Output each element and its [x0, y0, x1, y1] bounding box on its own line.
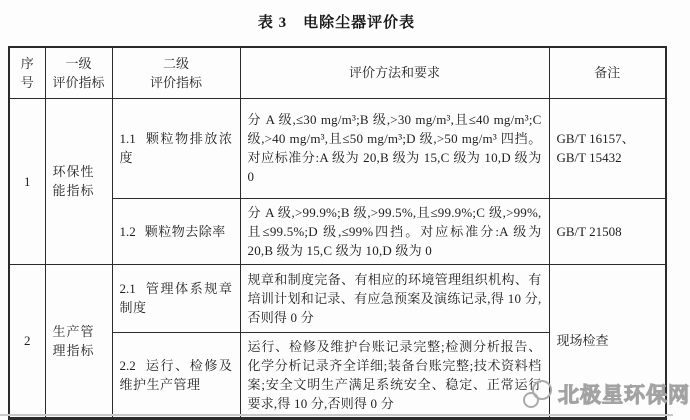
remark-cell-2: 现场检查 [549, 264, 666, 418]
header-level1-line2: 评价指标 [52, 74, 105, 90]
watermark-text: 北极星环保网 [558, 383, 690, 407]
indicator-name: 运行、检修及维护生产管理 [119, 357, 233, 392]
header-level2 [112, 47, 240, 98]
header-remark: 备注 [549, 47, 666, 98]
remark-cell-1-2: GB/T 21508 [549, 198, 666, 264]
level2-cell-2-1 [112, 264, 240, 332]
scan-shadow-line [0, 414, 673, 416]
table-title: 表 3 电除尘器评价表 [257, 15, 416, 31]
seq-cell-1: 1 [9, 98, 45, 264]
level1-cell-environmental: 环保性能指标 [45, 98, 112, 264]
table-row-2-1 [9, 264, 666, 332]
method-cell-1-2: 分 A 级,>99.9%;B 级,>99.5%,且≤99.9%;C 级,>99%,且≤99.5%;D 级,≤99%四挡。对应标准分:A 级为 20,B 级为 15,C 级为 10,D 级为 0 [240, 198, 549, 264]
header-seq: 序号 [9, 47, 45, 98]
indicator-code: 1.2 [119, 223, 136, 239]
level2-cell-2-2 [112, 332, 240, 418]
method-cell-2-2: 运行、检修及维护台账记录完整;检测分析报告、化学分析记录齐全详细;装备台账完整;技术资料档案;安全文明生产满足系统安全、稳定、正常运行要求,得 10 分,否则得 0 分 [240, 332, 549, 418]
header-method: 评价方法和要求 [240, 47, 549, 98]
method-cell-2-1: 规章和制度完备、有相应的环境管理组织机构、有培训计划和记录、有应急预案及演练记录,得 10 分,否则得 0 分 [240, 264, 549, 332]
header-level1-line1: 一级 [65, 55, 92, 71]
level2-cell-1-2 [112, 198, 240, 264]
remark-cell-1-1: GB/T 16157、GB/T 15432 [549, 98, 666, 198]
indicator-name: 颗粒物排放浓度 [119, 131, 233, 165]
method-cell-1-1: 分 A 级,≤30 mg/m³;B 级,>30 mg/m³,且≤40 mg/m³;C 级,>40 mg/m³,且≤50 mg/m³;D 级,>50 mg/m³ 四挡。对应标准分:A 级为 20,B 级为 15,C 级为 10,D 级为 0 [240, 98, 549, 198]
level1-cell-production: 生产管理指标 [45, 264, 112, 418]
header-row [9, 47, 666, 98]
indicator-code: 2.1 [119, 281, 136, 296]
indicator-code: 2.2 [119, 357, 136, 373]
indicator-name: 管理体系规章制度 [119, 281, 233, 315]
header-level1 [45, 47, 112, 98]
level2-cell-1-1 [112, 98, 240, 198]
evaluation-table [8, 46, 667, 420]
header-level2-line2: 评价指标 [149, 74, 202, 90]
table-row-1-1 [9, 98, 666, 198]
seq-cell-2: 2 [9, 264, 45, 418]
indicator-code: 1.1 [119, 131, 136, 146]
header-level2-line1: 二级 [162, 55, 189, 71]
indicator-name: 颗粒物去除率 [144, 223, 226, 239]
